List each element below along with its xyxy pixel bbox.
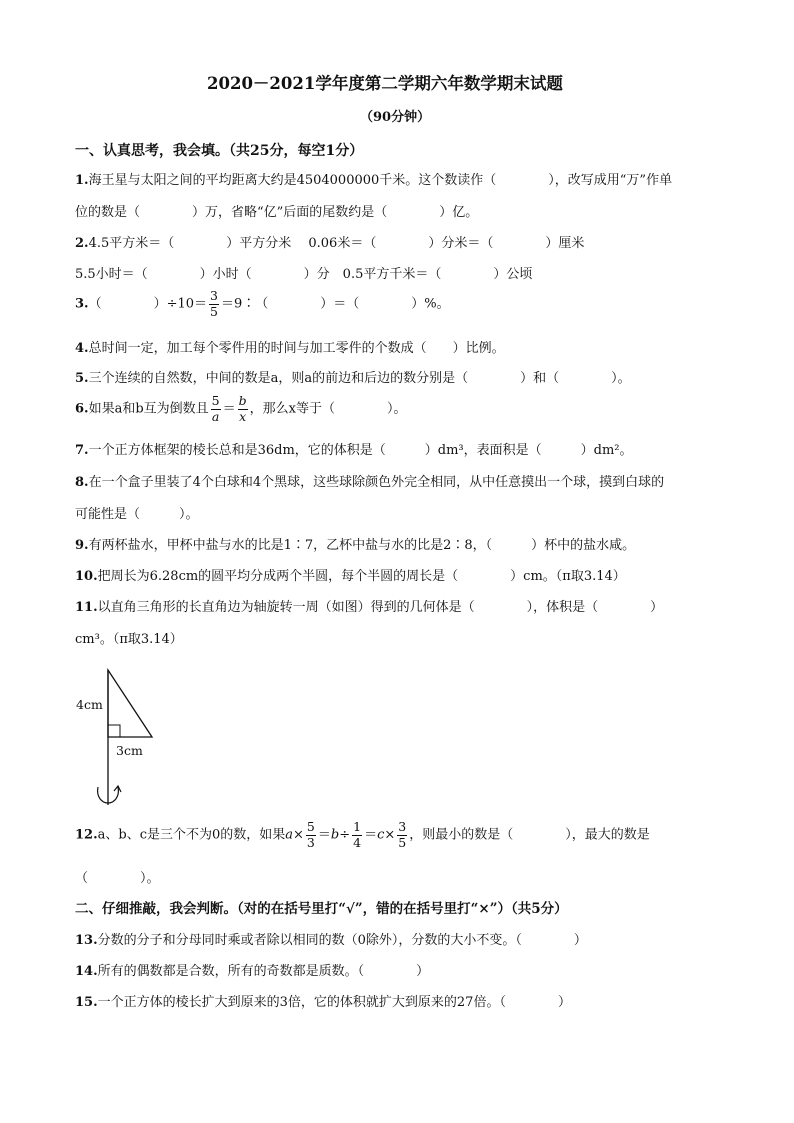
question-text: 有两杯盐水，甲杯中盐与水的比是1∶7，乙杯中盐与水的比是2∶8，（ ）杯中的盐水咸。	[88, 538, 636, 553]
question-4	[75, 342, 505, 355]
question-text: 在一个盒子里装了4个白球和4个黑球，这些球除颜色外完全相同，从中任意摸出一个球，摸到白球的	[88, 475, 665, 490]
question-15	[75, 996, 571, 1009]
arrow-head-icon	[114, 786, 121, 792]
question-text: 一个正方体的棱长扩大到原来的3倍，它的体积就扩大到原来的27倍。（ ）	[97, 995, 571, 1010]
question-number: 1.	[75, 173, 89, 188]
question-text: 三个连续的自然数，中间的数是a，则a的前边和后边的数分别是（ ）和（ ）。	[88, 371, 631, 386]
operator: ×	[384, 827, 396, 843]
question-8-line2: 可能性是（ ）。	[75, 507, 199, 522]
question-11-line2: cm³。（π取3.14）	[75, 632, 183, 647]
question-number: 3.	[75, 296, 89, 312]
question-text: 如果a和b互为倒数且	[88, 401, 209, 417]
question-12-line2: （ ）。	[75, 871, 160, 886]
question-text-end: ＝9∶（ ）＝（ ）%。	[220, 296, 450, 312]
question-7	[75, 444, 633, 457]
question-number: 9.	[75, 538, 89, 553]
section2-heading: 二、仔细推敲，我会判断。（对的在括号里打“√”，错的在括号里打“×”）（共5分）	[75, 901, 568, 917]
question-11	[75, 601, 663, 614]
fraction	[397, 821, 407, 849]
question-12	[75, 821, 650, 849]
question-number: 12.	[75, 827, 98, 843]
operator: ×	[293, 827, 304, 843]
fraction	[352, 821, 362, 849]
question-2-line2: 5.5小时＝（ ）小时（ ）分 0.5平方千米＝（ ）公顷	[75, 267, 533, 282]
question-text: 以直角三角形的长直角边为轴旋转一周（如图）得到的几何体是（ ），体积是（ ）	[97, 600, 664, 615]
question-number: 14.	[75, 964, 98, 979]
question-text: 4.5平方米＝（ ）平方分米 0.06米＝（ ）分米＝（ ）厘米	[88, 236, 585, 251]
question-number: 8.	[75, 475, 89, 490]
question-number: 7.	[75, 443, 89, 458]
base-label: 3cm	[116, 743, 143, 758]
denominator: 5	[398, 834, 407, 850]
question-text: 一个正方体框架的棱长总和是36dm，它的体积是（ ）dm³，表面积是（ ）dm²。	[88, 443, 633, 458]
right-triangle	[108, 670, 152, 737]
question-14	[75, 965, 429, 978]
numerator: 5	[211, 393, 220, 408]
fraction	[238, 395, 248, 423]
equals-sign: ＝	[222, 401, 236, 417]
question-1	[75, 174, 672, 187]
fraction	[209, 290, 219, 318]
right-angle-mark	[108, 725, 120, 737]
question-number: 4.	[75, 341, 89, 356]
question-text: 所有的偶数都是合数，所有的奇数都是质数。（ ）	[97, 964, 430, 979]
variable-a: a	[285, 827, 294, 843]
numerator: 3	[210, 288, 218, 303]
question-text: 分数的分子和分母同时乘或者除以相同的数（0除外），分数的大小不变。（ ）	[97, 933, 587, 948]
operator: ÷	[339, 827, 351, 843]
exam-duration: （90分钟）	[360, 110, 431, 125]
question-3	[75, 290, 450, 318]
question-number: 11.	[75, 600, 98, 615]
question-number: 2.	[75, 236, 89, 251]
question-8	[75, 476, 664, 489]
variable-c: c	[377, 827, 385, 843]
question-text: 海王星与太阳之间的平均距离大约是4504000000千米。这个数读作（ ），改写成用“万”作单	[88, 173, 673, 188]
numerator: 5	[306, 819, 315, 834]
equals-sign: ＝	[317, 827, 331, 843]
rotating-triangle-figure	[70, 665, 180, 810]
fraction	[306, 821, 316, 849]
question-number: 6.	[75, 401, 89, 417]
numerator: b	[238, 393, 247, 408]
denominator: x	[239, 408, 247, 424]
question-13	[75, 934, 587, 947]
question-text-end: ，那么x等于（ ）。	[249, 401, 407, 417]
denominator: a	[211, 408, 220, 424]
question-number: 13.	[75, 933, 98, 948]
question-5	[75, 372, 631, 385]
question-number: 5.	[75, 371, 89, 386]
denominator: 4	[353, 834, 362, 850]
section1-heading: 一、认真思考，我会填。（共25分，每空1分）	[75, 143, 364, 159]
question-text-end: ，则最小的数是（ ），最大的数是	[409, 827, 650, 843]
question-text: 把周长为6.28cm的圆平均分成两个半圆，每个半圆的周长是（ ）cm。（π取3.14）	[97, 569, 626, 584]
question-text: （ ）÷10＝	[88, 296, 208, 312]
question-2	[75, 237, 584, 250]
height-label: 4cm	[76, 697, 103, 712]
question-1-line2: 位的数是（ ）万，省略“亿”后面的尾数约是（ ）亿。	[75, 205, 479, 220]
question-9	[75, 539, 635, 552]
fraction	[211, 395, 221, 423]
question-6	[75, 395, 406, 423]
question-number: 15.	[75, 995, 98, 1010]
question-number: 10.	[75, 569, 98, 584]
denominator: 5	[210, 303, 218, 319]
denominator: 3	[306, 834, 315, 850]
variable-b: b	[330, 827, 340, 843]
question-text: 总时间一定，加工每个零件用的时间与加工零件的个数成（ ）比例。	[88, 341, 505, 356]
equals-sign: ＝	[364, 827, 378, 843]
numerator: 1	[353, 819, 362, 834]
numerator: 3	[398, 819, 407, 834]
question-10	[75, 570, 626, 583]
question-text: a、b、c是三个不为0的数，如果	[97, 827, 286, 843]
page-title: 2020－2021学年度第二学期六年数学期末试题	[207, 74, 563, 93]
